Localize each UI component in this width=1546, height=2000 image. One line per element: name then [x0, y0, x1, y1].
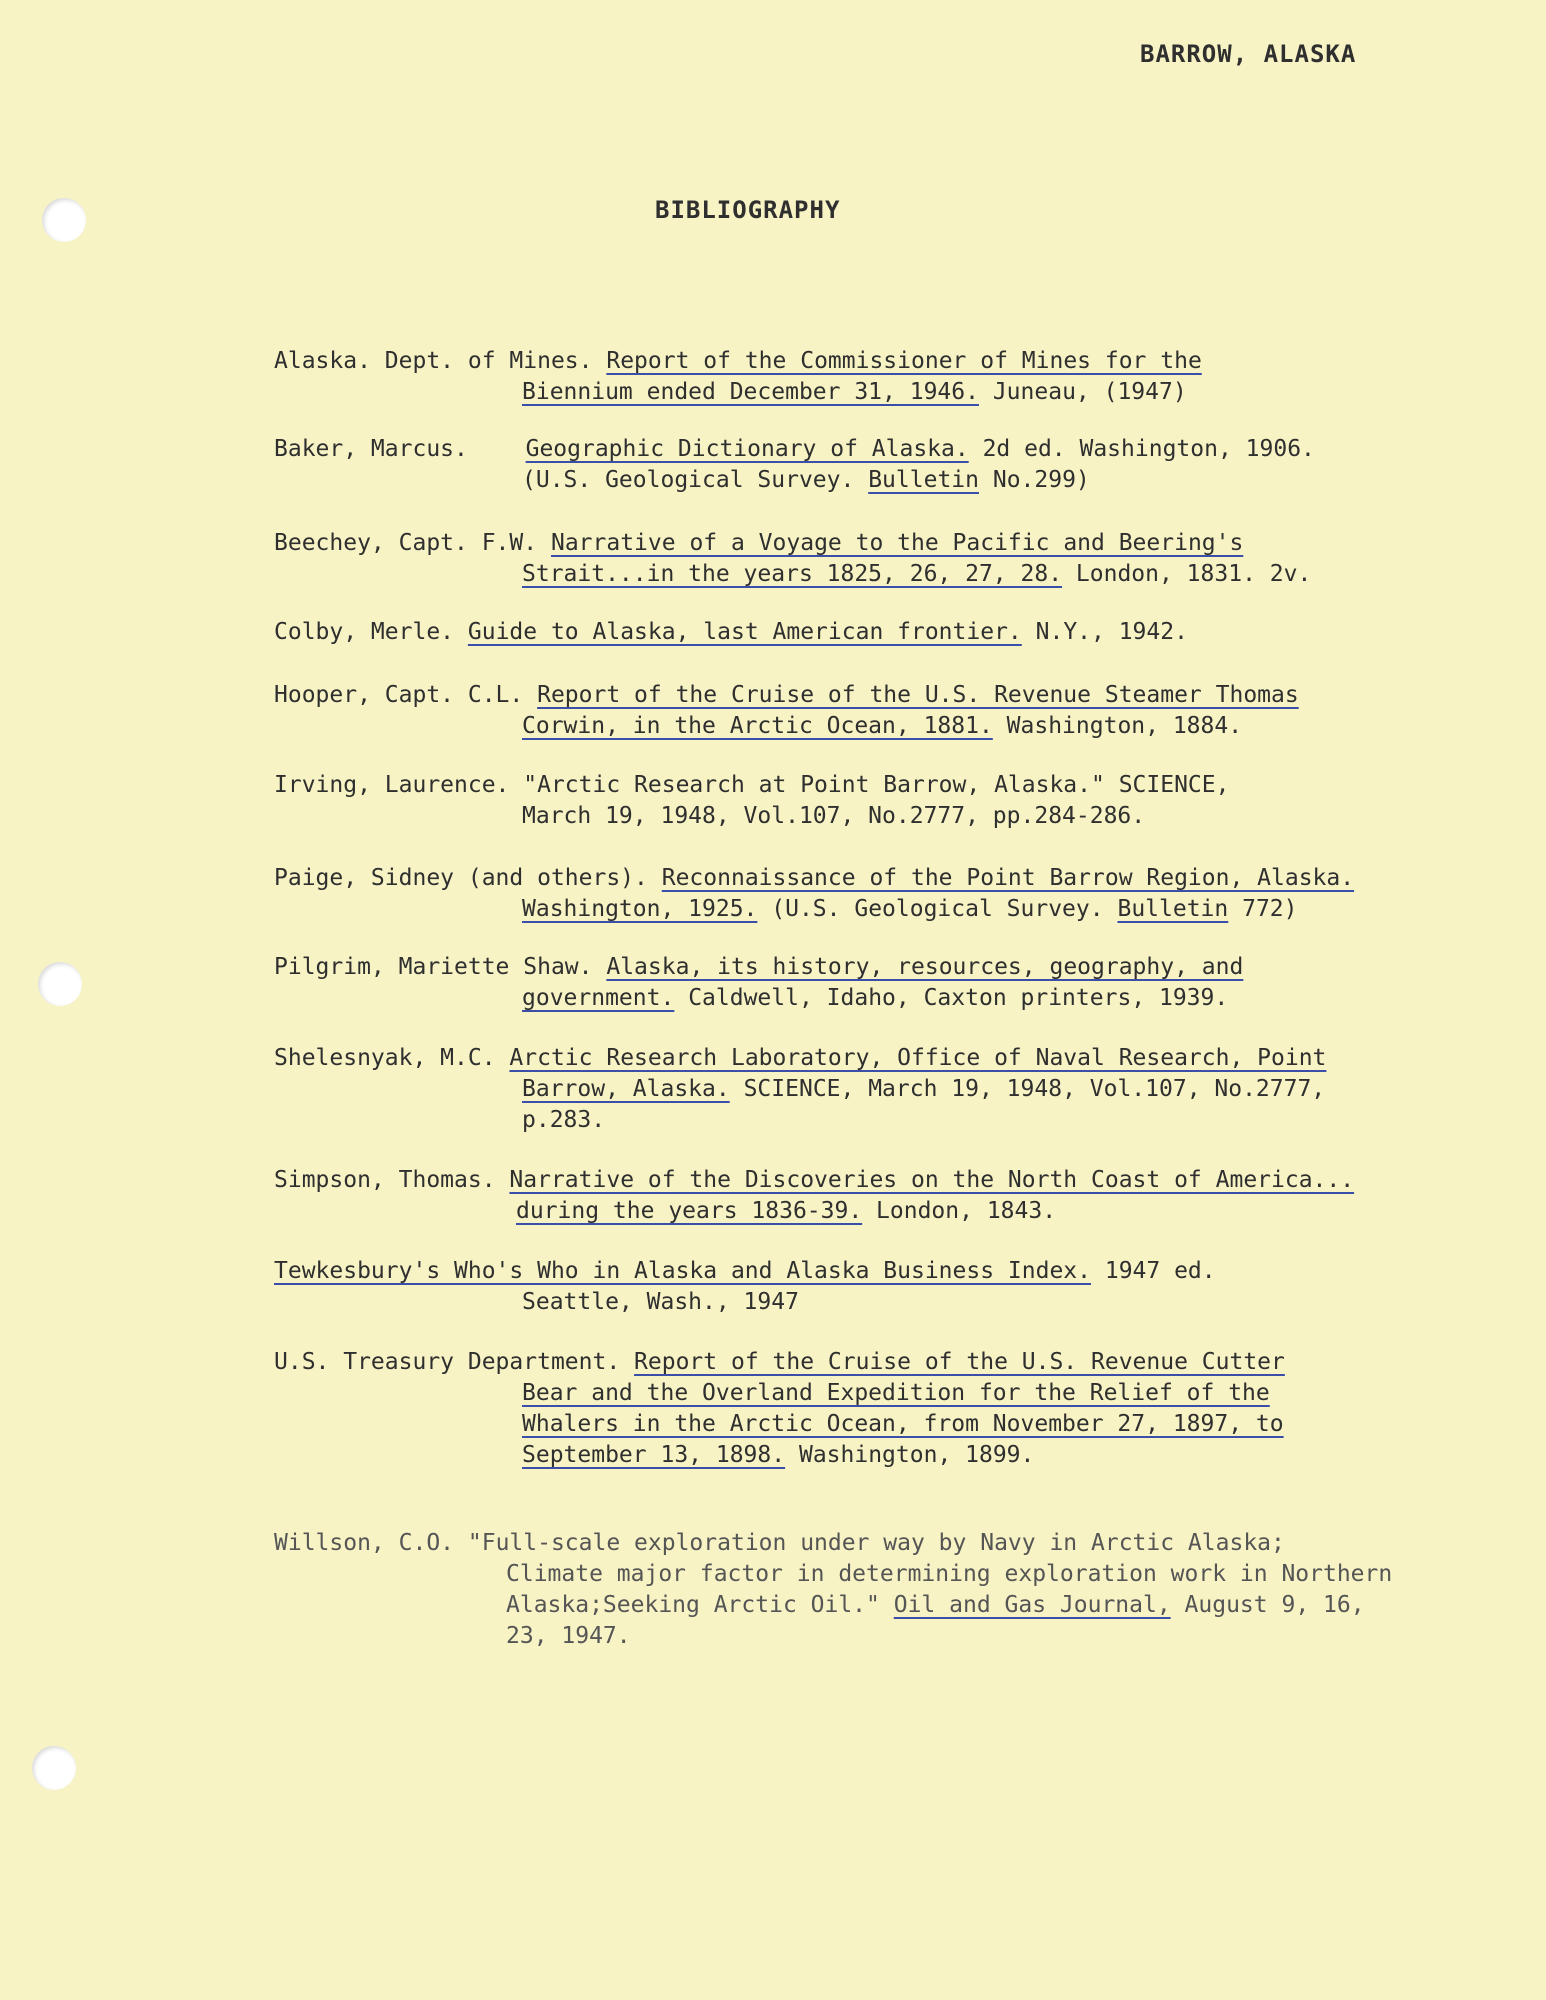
entry-author: Beechey, Capt. F.W.: [274, 530, 538, 556]
entry-title: Arctic Research Laboratory, Office of Naval Research, Point: [509, 1045, 1327, 1071]
entry-title: Biennium ended December 31, 1946.: [522, 379, 979, 405]
entry-series-title: Bulletin: [868, 467, 979, 493]
entry-title: Alaska, its history, resources, geography, and: [606, 954, 1244, 980]
entry-title: Guide to Alaska, last American frontier.: [467, 619, 1022, 645]
entry-publication: 23, 1947.: [506, 1623, 631, 1649]
bibliography-entry: [274, 1528, 1514, 1652]
entry-publication: London, 1831. 2v.: [1075, 561, 1312, 587]
entry-author: Pilgrim, Mariette Shaw.: [274, 954, 593, 980]
entry-title: during the years 1836-39.: [516, 1198, 863, 1224]
entry-author: Shelesnyak, M.C.: [274, 1045, 496, 1071]
bibliography-entry: [274, 863, 1514, 925]
entry-series: (U.S. Geological Survey.: [522, 467, 855, 493]
entry-title: Bear and the Overland Expedition for the Relief of the: [522, 1380, 1270, 1406]
bibliography-entry: [274, 1347, 1514, 1471]
entry-title: Report of the Cruise of the U.S. Revenue Cutter: [634, 1349, 1285, 1375]
entry-author: Simpson, Thomas.: [274, 1167, 496, 1193]
entry-title: Strait...in the years 1825, 26, 27, 28.: [522, 561, 1063, 587]
entry-edition: 1947 ed.: [1104, 1258, 1216, 1284]
bibliography-entry: [274, 1165, 1514, 1227]
entry-title: September 13, 1898.: [522, 1442, 786, 1468]
entry-title: Reconnaissance of the Point Barrow Region, Alaska.: [661, 865, 1355, 891]
entry-author: Baker, Marcus.: [274, 436, 468, 462]
bibliography-entry: [274, 528, 1514, 590]
entry-publication: Juneau, (1947): [992, 379, 1187, 405]
entry-publication: Caldwell, Idaho, Caxton printers, 1939.: [688, 985, 1229, 1011]
entry-publication: N.Y., 1942.: [1035, 619, 1188, 645]
entry-publication: SCIENCE, March 19, 1948, Vol.107, No.2777,: [743, 1076, 1326, 1102]
entry-title: Whalers in the Arctic Ocean, from November 27, 1897, to: [522, 1411, 1284, 1437]
entry-author: U.S. Treasury Department.: [274, 1349, 621, 1375]
bibliography-entry: [274, 1256, 1514, 1318]
page-title: BIBLIOGRAPHY: [655, 196, 841, 224]
bibliography-entry: [274, 680, 1514, 742]
entry-title: Alaska;Seeking Arctic Oil.": [506, 1592, 880, 1618]
entry-journal: Oil and Gas Journal,: [893, 1592, 1171, 1618]
bibliography-entry: [274, 952, 1514, 1014]
entry-series-number: 772): [1242, 896, 1298, 922]
entry-title: Narrative of the Discoveries on the North Coast of America...: [509, 1167, 1355, 1193]
entry-publication: Seattle, Wash., 1947: [522, 1289, 799, 1315]
entry-title: Report of the Commissioner of Mines for the: [606, 348, 1202, 374]
entry-title: Climate major factor in determining exploration work in Northern: [506, 1561, 1393, 1587]
punch-hole: [42, 198, 86, 242]
entry-publication: March 19, 1948, Vol.107, No.2777, pp.284-286.: [522, 803, 1146, 829]
entry-series: (U.S. Geological Survey.: [771, 896, 1104, 922]
entry-author: Willson, C.O.: [274, 1530, 455, 1556]
bibliography-entry: [274, 1043, 1514, 1136]
entry-author: Irving, Laurence.: [274, 772, 510, 798]
entry-publication: 2d ed. Washington, 1906.: [982, 436, 1315, 462]
location-header: BARROW, ALASKA: [1140, 40, 1357, 68]
entry-title: Tewkesbury's Who's Who in Alaska and Alaska Business Index.: [274, 1258, 1091, 1284]
entry-author: Paige, Sidney (and others).: [274, 865, 648, 891]
entry-title: "Full-scale exploration under way by Navy in Arctic Alaska;: [467, 1530, 1285, 1556]
entry-author: Colby, Merle.: [274, 619, 455, 645]
entry-author: Alaska. Dept. of Mines.: [274, 348, 593, 374]
entry-publication: Washington, 1925.: [522, 896, 758, 922]
entry-publication: London, 1843.: [876, 1198, 1057, 1224]
bibliography-entry: [274, 770, 1514, 832]
entry-title: government.: [522, 985, 675, 1011]
bibliography-entry: [274, 617, 1514, 648]
entry-author: Hooper, Capt. C.L.: [274, 682, 524, 708]
entry-title: Narrative of a Voyage to the Pacific and Beering's: [550, 530, 1244, 556]
entry-title: Barrow, Alaska.: [522, 1076, 730, 1102]
entry-title: "Arctic Research at Point Barrow, Alaska." SCIENCE,: [523, 772, 1230, 798]
entry-publication: Washington, 1884.: [1006, 713, 1243, 739]
entry-series-number: No.299): [992, 467, 1090, 493]
bibliography-entry: [274, 346, 1514, 408]
entry-title: Report of the Cruise of the U.S. Revenue Steamer Thomas: [537, 682, 1299, 708]
entry-pages: p.283.: [522, 1107, 606, 1133]
entry-publication: Washington, 1899.: [798, 1442, 1035, 1468]
punch-hole: [38, 962, 82, 1006]
bibliography-entry: [274, 434, 1514, 496]
entry-publication: August 9, 16,: [1184, 1592, 1365, 1618]
entry-title: Corwin, in the Arctic Ocean, 1881.: [522, 713, 993, 739]
entry-series-title: Bulletin: [1117, 896, 1229, 922]
entry-title: Geographic Dictionary of Alaska.: [525, 436, 969, 462]
punch-hole: [32, 1746, 76, 1790]
